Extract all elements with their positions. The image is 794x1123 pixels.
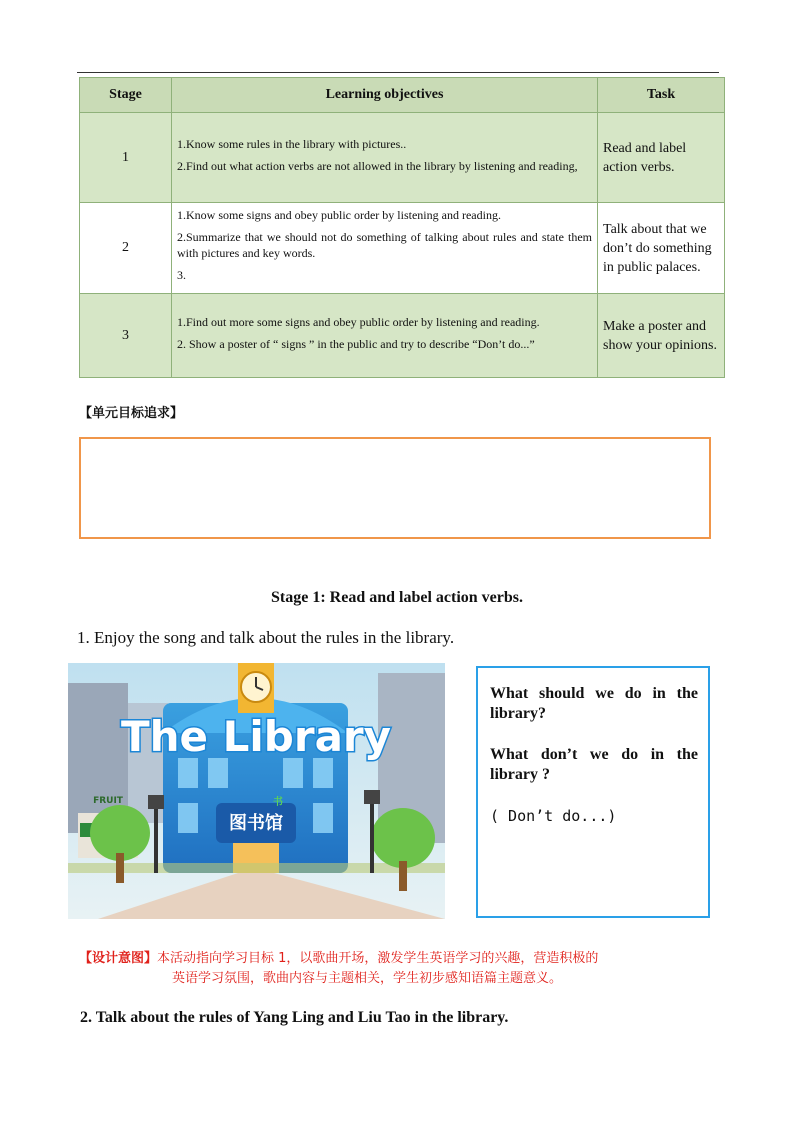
objective-text: 2.Find out what action verbs are not allowed in the library by listening and reading, [177, 158, 578, 173]
unit-goal-label: 【单元目标追求】 [79, 406, 184, 421]
question-should: What should we do in the library? [490, 685, 698, 722]
question-1: 1. Enjoy the song and talk about the rules in the library. [77, 628, 455, 647]
objective-text: 1.Know some rules in the library with pictures.. [177, 136, 407, 151]
library-title-text: The Library [120, 712, 392, 761]
library-illustration [68, 663, 445, 919]
library-song-image [68, 663, 445, 919]
library-sign-text: 图书馆 [229, 813, 283, 834]
objectives-cell [172, 203, 598, 294]
header-stage: Stage [80, 78, 172, 113]
fruit-text: FRUIT [93, 796, 123, 806]
tree-icon [90, 805, 150, 861]
tree-icon [371, 808, 435, 868]
table-row [80, 203, 725, 294]
task-cell: Make a poster and show your opinions. [598, 294, 725, 378]
objective-text: 2. Show a poster of “ signs ” in the public and try to describe “Don’t do...” [177, 336, 535, 351]
objective-text: 3. [177, 268, 186, 282]
question-hint: ( Don’t do...) [490, 807, 617, 825]
task-cell: Talk about that we don’t do something in public palaces. [598, 203, 725, 294]
design-intent [79, 949, 715, 989]
design-intent-line2: 英语学习氛围，歌曲内容与主题相关，学生初步感知语篇主题意义。 [172, 971, 563, 986]
stage-cell: 3 [80, 294, 172, 378]
header-objectives: Learning objectives [172, 78, 598, 113]
design-intent-line1 [79, 949, 715, 969]
stage-cell: 1 [80, 113, 172, 203]
stage-cell: 2 [80, 203, 172, 294]
task-cell: Read and label action verbs. [598, 113, 725, 203]
street-lamp-icon [370, 798, 374, 873]
objective-text: 2.Summarize that we should not do something of talking about rules and state them with pictures and key words. [177, 230, 592, 260]
design-intent-text: 本活动指向学习目标 1，以歌曲开场，激发学生英语学习的兴趣，营造积极的 [157, 951, 599, 966]
objectives-table [79, 77, 725, 378]
table-row [80, 294, 725, 378]
question-dont: What don’t we do in the library ? [490, 746, 698, 783]
questions-box [476, 666, 710, 918]
table-header-row [80, 78, 725, 113]
header-task: Task [598, 78, 725, 113]
objectives-cell [172, 294, 598, 378]
table-row [80, 113, 725, 203]
question-2: 2. Talk about the rules of Yang Ling and Liu Tao in the library. [80, 1009, 509, 1026]
objective-text: 1.Know some signs and obey public order by listening and reading. [177, 208, 501, 222]
stage1-title: Stage 1: Read and label action verbs. [271, 589, 523, 606]
unit-goal-box [79, 437, 711, 539]
design-intent-label: 【设计意图】 [79, 951, 158, 966]
library-sign-small: 书 [273, 797, 283, 808]
top-rule [77, 72, 719, 73]
street-lamp-icon [154, 803, 158, 873]
objective-text: 1.Find out more some signs and obey public order by listening and reading. [177, 314, 540, 329]
objectives-cell [172, 113, 598, 203]
